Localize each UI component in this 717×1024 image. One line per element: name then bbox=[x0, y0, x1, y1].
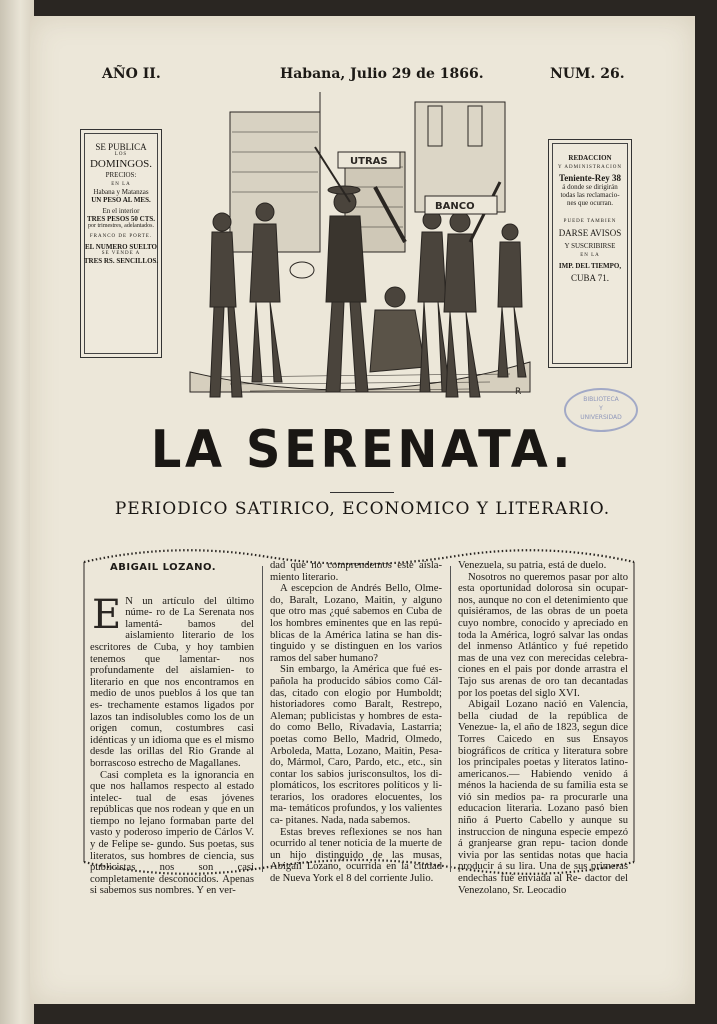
box-line: FRANCO DE PORTE. bbox=[89, 233, 153, 239]
masthead-subtitle: PERIODICO SATIRICO, ECONOMICO Y LITERARIO. bbox=[114, 499, 611, 519]
issue-year: AÑO II. bbox=[102, 66, 161, 82]
paragraph: A escepcion de Andrés Bello, Olme- do, Baralt, Lozano, Maitin, y alguno que otro mas ¿qué sabemos en Cuba de los hombres eminentes que en las repú- blicas de la América latina se han dis- tinguido y se distinguen en los varios ramos del saber humano? bbox=[270, 583, 442, 664]
paragraph: Sin embargo, la América que fué es- pañola ha producido sábios como Cál- das, citado con elogio por Humboldt; historiadores como Baralt, Restrepo, Aleman; publicistas y hombres de esta- do como Bello, Rivadavia, Lastarria; poetas como Bello, Madrid, Olmedo, Arboleda, Matta, Lozano, Maitin, Pesa- do, Mármol, Caro, Pardo, etc., etc., sin contar los sabios jurisconsultos, los di- plomáticos, los escritores políticos y li- terarios, los oradores elocuentes, los ma- temáticos profundos, y los valientes ca- pitanes. Nada, nada sabemos. bbox=[270, 664, 442, 827]
paragraph: N un artículo del último núme- ro de La Serenata nos lamentá- bamos del aislamiento literario de los escritores de Cuba, y hoy tambien tenemos que lamentar- nos profundamente del aislamien- to literario en que nos encontramos en medio de unos pueblos á los que tan es- trechamente estamos ligados por lazos tan indisolubles como los de un origen comun, costumbres casi idénticas y un idioma que es el mismo desde las orillas del Rio Grande al borrascoso estrecho de Magallanes. bbox=[90, 595, 254, 769]
paragraph: dad que no comprendemos este aisla- miento literario. bbox=[270, 560, 442, 583]
box-line: PRECIOS: bbox=[105, 170, 137, 179]
box-line: DARSE AVISOS bbox=[558, 228, 622, 239]
column-divider bbox=[450, 566, 451, 872]
box-line: En el interior bbox=[102, 206, 140, 215]
shop-sign-2: BANCO bbox=[435, 201, 475, 212]
box-line: CUBA 71. bbox=[570, 273, 609, 284]
artist-signature: R bbox=[515, 387, 522, 397]
article-column-3 bbox=[458, 560, 628, 896]
book-binding bbox=[0, 0, 34, 1024]
paragraph: Casi completa es la ignorancia en que nos hallamos respecto al estado intelec- tual de esas jóvenes repúblicas que nos rodean y que en un tiempo no lejano formaban parte del vasto y poderoso imperio de Cárlos V. y de Felipe se- gundo. Sus poetas, sus literatos, sus hombres de ciencia, sus publicistas nos son casi completamente desconocidos. Apenas si sabemos sus nombres. Y en ver- bbox=[90, 769, 254, 897]
article-column-1 bbox=[90, 562, 254, 897]
box-line: EN LA bbox=[580, 253, 600, 259]
paragraph: Venezuela, su patria, está de duelo. bbox=[458, 560, 607, 571]
box-line: EL NUMERO SUELTO bbox=[85, 243, 157, 252]
stamp-line: Y bbox=[599, 405, 603, 412]
box-line: Teniente-Rey 38 bbox=[559, 172, 621, 183]
box-line: Y ADMINISTRACION bbox=[557, 165, 622, 171]
box-line: PUEDE TAMBIEN bbox=[563, 219, 617, 225]
box-line: Y SUSCRIBIRSE bbox=[564, 242, 616, 251]
box-line: nes que ocurran. bbox=[566, 199, 614, 208]
box-line: por trimestres, adelantados. bbox=[88, 222, 154, 229]
article-column-2 bbox=[270, 560, 442, 885]
subscription-box bbox=[80, 129, 162, 358]
box-line: á donde se dirigirán bbox=[562, 183, 618, 192]
stamp-line: BIBLIOTECA bbox=[583, 396, 619, 403]
newspaper-page bbox=[30, 16, 695, 1004]
article-title: ABIGAIL LOZANO. bbox=[110, 562, 217, 573]
issue-number: NUM. 26. bbox=[550, 66, 625, 82]
paragraph: Estas breves reflexiones se nos han ocurrido al tener noticia de la muerte de un hijo distinguido de las musas, Abigail Lozano, ocurrida en la ciudad de Nueva York el 8 del corriente Julio. bbox=[270, 826, 442, 885]
box-line: SE PUBLICA bbox=[95, 142, 147, 152]
box-line: Habana y Matanzas bbox=[93, 187, 149, 196]
box-line: TRES RS. SENCILLOS. bbox=[83, 257, 159, 266]
column-divider bbox=[262, 566, 263, 872]
box-line: SE VENDE A bbox=[101, 251, 141, 257]
place-date: Habana, Julio 29 de 1866. bbox=[280, 66, 484, 82]
masthead-title: LA SERENATA. bbox=[150, 420, 575, 480]
box-line: IMP. DEL TIEMPO, bbox=[558, 262, 622, 271]
box-line: TRES PESOS 50 CTS. bbox=[86, 214, 156, 223]
paragraph: Abigail Lozano nació en Valencia, bella ciudad de la república de Venezue- la, el año de 1823, segun dice Torres Caicedo en sus Ensayos biográficos de crítica y literatura sobre los principales poetas y literatos latino-americanos.— Habiendo venido á ménos la hacienda de su familia esta se vió sin medios pa- ra procurarle una educacion literaria. Lozano pasó bien niño á Puerto Cabello y aunque su instruccion de ninguna especie empezó á granjearse gran repu- tacion donde vivia por las sentidas notas que hacia producir á su lira. Una de sus primeras endechas fué enviada al Re- dactor del Venezolano, Sr. Leocadio bbox=[458, 699, 628, 896]
serenade-illustration bbox=[170, 92, 550, 414]
stamp-line: UNIVERSIDAD bbox=[580, 414, 622, 421]
drop-cap: E bbox=[92, 591, 122, 638]
redaction-box bbox=[548, 139, 632, 368]
box-line: DOMINGOS. bbox=[89, 158, 153, 171]
box-line: LOS bbox=[114, 152, 128, 158]
box-line: todas las reclamacio- bbox=[560, 191, 620, 200]
title-rule bbox=[330, 492, 394, 493]
box-line: UN PESO AL MES. bbox=[91, 195, 151, 204]
box-line: REDACCION bbox=[568, 154, 612, 162]
shop-sign-1: UTRAS bbox=[350, 156, 388, 167]
paragraph: Nosotros no queremos pasar por alto esta oportunidad dolorosa sin ocupar- nos, aunque no con el detenimiento que quisiéramos, de las obras de un poeta cuyo nombre, conocido y apreciado en toda la América, logró salvar las ondas del inmenso Atlántico y fué repetido mas de una vez con merecidas celebra- ciones en el pais por donde arrastra el Tajo sus arenas de oro tan decantadas por los poetas del siglo XVI. bbox=[458, 571, 628, 699]
box-line: EN LA bbox=[111, 181, 131, 187]
